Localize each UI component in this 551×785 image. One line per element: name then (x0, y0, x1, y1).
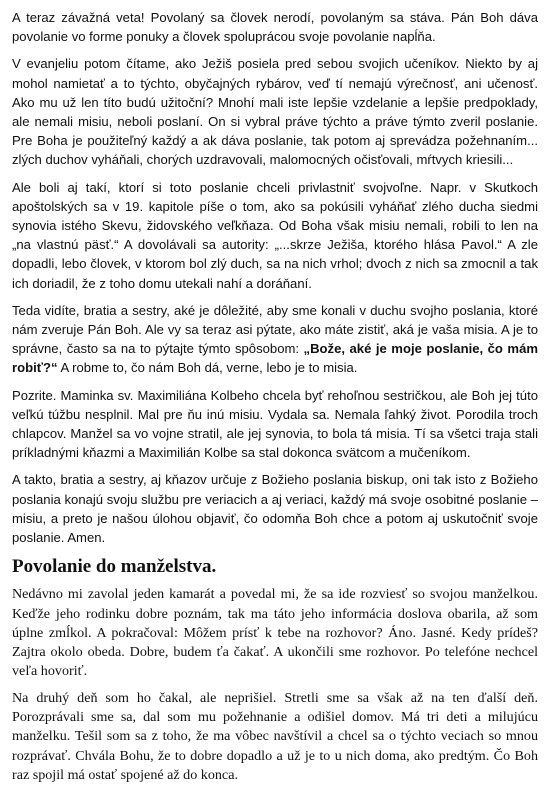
paragraph: Pozrite. Maminka sv. Maximiliána Kolbeho chcela byť rehoľnou sestričkou, ale Boh jej túto veľkú túžbu nesplnil. Mal pre ňu inú misiu. Vydala sa. Nemala ľahký život. Porodila troch chlapcov. Manžel sa vo vojne stratil, ale jej synovia, to bola tá misia. Tí sa všetci traja stali príkladnými kňazmi a Maximilián Kolbe sa stal dokonca svätcom a mučeníkom. (12, 387, 538, 461)
paragraph: Na druhý deň som ho čakal, ale neprišiel. Stretli sme sa však až na ten ďalší deň. Porozprávali sme sa, dal som mu požehnanie a odišiel domov. Má tri deti a milujúcu manželku. Tešil som sa z toho, že ma vôbec navštívil a chcel sa o týchto veciach so mnou rozprávať. Chvála Bohu, že to dobre dopadlo a už je to u nich doma, ako predtým. Čo Boh raz spojil má ostať spojené až do konca. (12, 689, 538, 783)
section-heading: Povolanie do manželstva. (12, 556, 217, 578)
paragraph (12, 301, 538, 378)
paragraph-text: Teda vidíte, bratia a sestry, aké je dôležité, aby sme konali v duchu svojho poslania, ktoré nám zveruje Pán Boh. Ale vy sa teraz asi pýtate, ako máte zistiť, aká je vaša misia. A je to správne, často sa na to pýtajte týmto spôsobom: (12, 302, 538, 357)
bold-quote: „Bože, aké je moje poslanie, čo mám robiť?“ (12, 341, 538, 376)
section-mission (12, 8, 538, 547)
paragraph: V evanjeliu potom čítame, ako Ježiš posiela pred sebou svojich učeníkov. Niekto by aj mohol namietať a to týchto, obyčajných rybárov, veď tí nemajú výrečnosť, ani učenosť. Ako mu už len títo budú užitoční? Mnohí mali iste lepšie vzdelanie a lepšie predpoklady, ale nemali misiu, neboli poslaní. On si vybral práve týchto a práve týmto zveril poslanie. Pre Boha je použiteľný každý a ak dáva poslanie, tak potom aj sprevádza požehnaním... zlých duchov vyháňali, chorých uzdravovali, malomocných očisťovali, mŕtvych kriesili... (12, 56, 538, 168)
paragraph-text: A robme to, čo nám Boh dá, verne, lebo je to misia. (57, 360, 358, 376)
section-marriage (12, 555, 538, 785)
paragraph: A takto, bratia a sestry, aj kňazov určuje z Božieho poslania biskup, oni tak isto z Božieho poslania konajú svoju službu pre veriacich a aj veriaci, každý má svoje osobitné poslanie – misiu, a preto je našou úlohou objaviť, čo odomňa Boh chce a potom aj uskutočniť svoje poslanie. Amen. (12, 472, 538, 546)
paragraph: Nedávno mi zavolal jeden kamarát a povedal mi, že sa ide rozviesť so svojou manželkou. Keďže jeho rodinku dobre poznám, tak ma táto jeho informácia doslova obarila, až som úplne zmĺkol. A pokračoval: Môžem prísť k tebe na rozhovor? Áno. Jasné. Kedy prídeš? Zajtra okolo obeda. Dobre, budem ťa čakať. A ukončili sme rozhovor. Po telefóne nechcel veľa hovoriť. (12, 586, 538, 680)
paragraph: Ale boli aj takí, ktorí si toto poslanie chceli privlastniť svojvoľne. Napr. v Skutkoch apoštolských sa v 19. kapitole píše o tom, ako sa pokúsili vyháňať zlého ducha siedmi synovia istého Skevu, židovského veľkňaza. Od Boha však misiu nemali, robili to len na „na vlastnú päsť.“ A dovolávali sa autority: „...skrze Ježiša, ktorého hlása Pavol.“ A zle dopadli, lebo človek, v ktorom bol zlý duch, sa na nich vrhol; dvoch z nich sa zmocnil a tak ich doriadil, že z toho domu utekali nahí a doráňaní. (12, 179, 538, 291)
paragraph: A teraz závažná veta! Povolaný sa človek nerodí, povolaným sa stáva. Pán Boh dáva povolanie vo forme ponuky a človek spoluprácou svoje povolanie napĺňa. (12, 10, 538, 45)
